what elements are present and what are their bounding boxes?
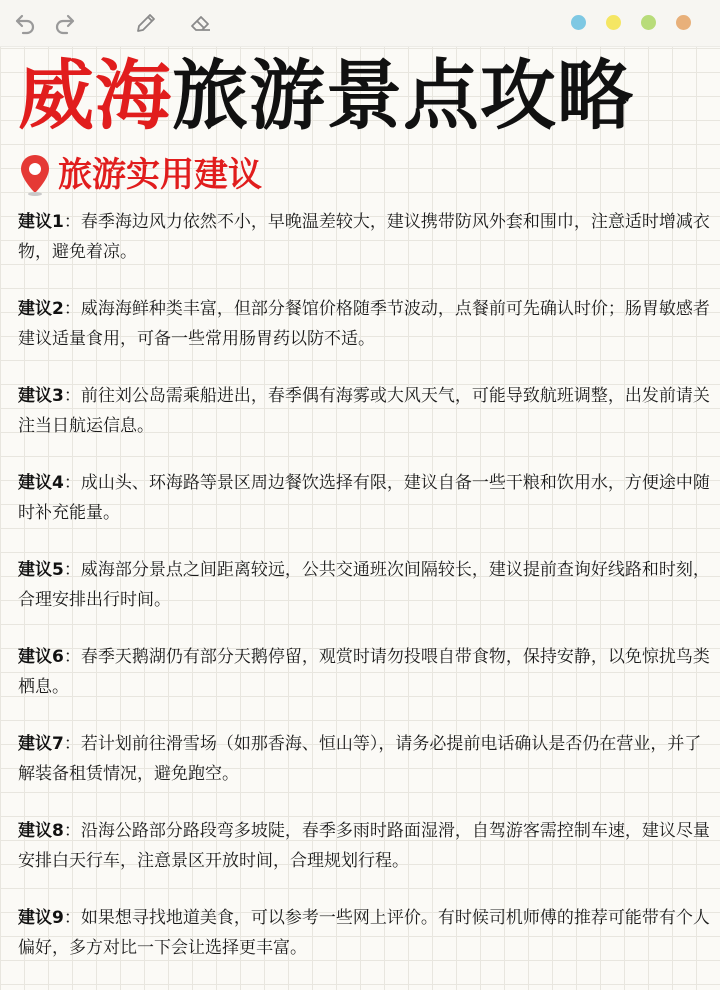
tip-text: ：春季天鹅湖仍有部分天鹅停留，观赏时请勿投喂自带食物，保持安静，以免惊扰鸟类栖息。	[18, 647, 710, 697]
list-item	[18, 381, 714, 468]
location-pin-icon	[18, 153, 52, 197]
tip-text: ：成山头、环海路等景区周边餐饮选择有限，建议自备一些干粮和饮用水，方便途中随时补充能量。	[18, 473, 710, 523]
tip-text: ：威海海鲜种类丰富，但部分餐馆价格随季节波动，点餐前可先确认时价；肠胃敏感者建议适量食用，可备一些常用肠胃药以防不适。	[18, 299, 710, 349]
color-dot-orange[interactable]	[676, 15, 691, 30]
tip-label: 建议5	[18, 560, 64, 580]
toolbar	[0, 0, 720, 47]
color-dot-green[interactable]	[641, 15, 656, 30]
page-title	[18, 50, 718, 142]
undo-icon[interactable]	[10, 8, 40, 38]
tip-label: 建议8	[18, 821, 64, 841]
eraser-icon[interactable]	[186, 8, 216, 38]
section-heading	[18, 150, 262, 200]
tip-text: ：前往刘公岛需乘船进出，春季偶有海雾或大风天气，可能导致航班调整，出发前请关注当日航运信息。	[18, 386, 710, 436]
redo-icon[interactable]	[50, 8, 80, 38]
list-item	[18, 468, 714, 555]
tip-text: ：威海部分景点之间距离较远，公共交通班次间隔较长，建议提前查询好线路和时刻，合理安排出行时间。	[18, 560, 710, 610]
tips-list	[18, 207, 714, 990]
title-highlight: 威海	[18, 51, 172, 140]
tip-label: 建议4	[18, 473, 64, 493]
tip-label: 建议9	[18, 908, 64, 928]
list-item	[18, 207, 714, 294]
list-item	[18, 816, 714, 903]
list-item	[18, 555, 714, 642]
tip-text: ：如果想寻找地道美食，可以参考一些网上评价。有时候司机师傅的推荐可能带有个人偏好，多方对比一下会让选择更丰富。	[18, 908, 710, 958]
pencil-icon[interactable]	[131, 8, 161, 38]
tip-text: ：沿海公路部分路段弯多坡陡，春季多雨时路面湿滑，自驾游客需控制车速，建议尽量安排白天行车，注意景区开放时间，合理规划行程。	[18, 821, 710, 871]
tip-label: 建议3	[18, 386, 64, 406]
list-item	[18, 903, 714, 990]
list-item	[18, 729, 714, 816]
tip-label: 建议2	[18, 299, 64, 319]
list-item	[18, 642, 714, 729]
tip-text: ：若计划前往滑雪场（如那香海、恒山等），请务必提前电话确认是否仍在营业，并了解装备租赁情况，避免跑空。	[18, 734, 702, 784]
tip-label: 建议1	[18, 212, 64, 232]
tip-label: 建议7	[18, 734, 64, 754]
title-rest: 旅游景点攻略	[172, 51, 634, 140]
section-heading-text: 旅游实用建议	[58, 155, 262, 195]
list-item	[18, 294, 714, 381]
color-dot-yellow[interactable]	[606, 15, 621, 30]
color-dot-blue[interactable]	[571, 15, 586, 30]
tip-text: ：春季海边风力依然不小，早晚温差较大，建议携带防风外套和围巾，注意适时增减衣物，避免着凉。	[18, 212, 710, 262]
tip-label: 建议6	[18, 647, 64, 667]
